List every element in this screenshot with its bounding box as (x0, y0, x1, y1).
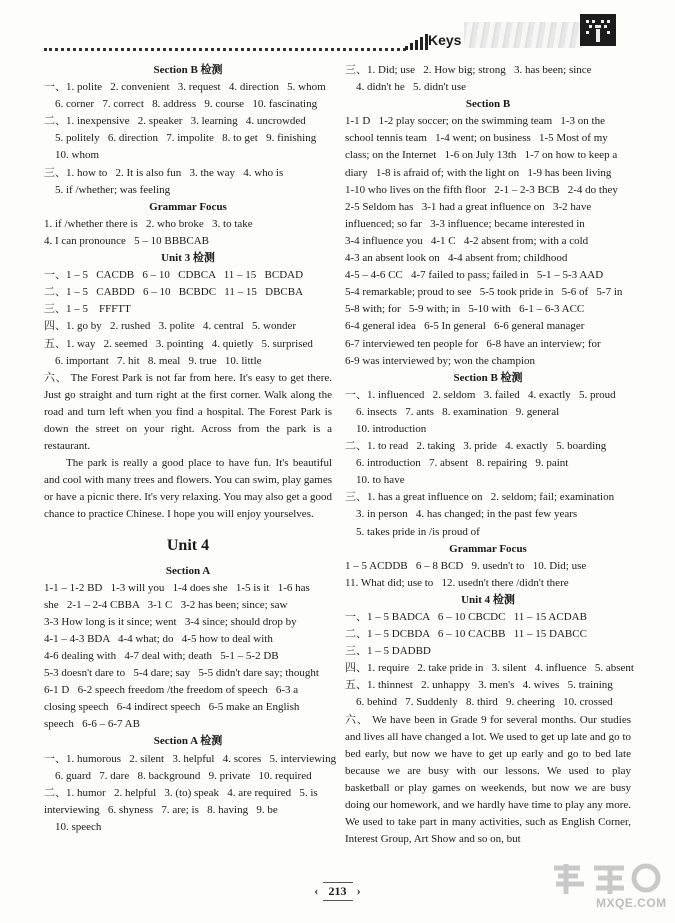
answer-line: school tennis team 1-4 went; on business 1-5 Most of my (345, 132, 608, 145)
right-column (345, 62, 634, 848)
answer-line: 五、1. way 2. seemed 3. pointing 4. quietly 5. surprised (44, 337, 313, 350)
section-heading: Unit 4 检测 (461, 593, 515, 606)
answer-line: 10. whom (44, 149, 99, 162)
answer-line: 4-6 dealing with 4-7 deal with; death 5-1 – 5-2 DB (44, 650, 279, 662)
answer-line: influenced; so far 3-3 influence; became interested in (345, 217, 585, 230)
answer-line: she 2-1 – 2-4 CBBA 3-1 C 3-2 has been; since; saw (44, 598, 288, 611)
section-heading: Section A (165, 564, 211, 577)
prev-arrow-icon: ‹ (314, 883, 319, 898)
section-heading: Section B 检测 (153, 64, 223, 76)
answer-line: 6-4 general idea 6-5 In general 6-6 general manager (345, 320, 585, 333)
answer-line: 一、1. polite 2. convenient 3. request 4. direction 5. whom (44, 81, 326, 94)
answer-line: 5-4 remarkable; proud to see 5-5 took pride in 5-6 of 5-7 in (345, 286, 623, 299)
answer-line: 10. to have (345, 474, 405, 487)
answer-line: 1 – 5 ACDDB 6 – 8 BCD 9. usedn't to 10. Did; use (345, 559, 587, 572)
answer-line: 6. important 7. hit 8. meal 9. true 10. little (44, 354, 262, 367)
section-heading: Section B 检测 (453, 371, 523, 384)
answer-line: 6. introduction 7. absent 8. repairing 9. paint (345, 457, 569, 470)
answer-line: 4-5 – 4-6 CC 4-7 failed to pass; failed in 5-1 – 5-3 AAD (345, 269, 604, 282)
answer-line: 10. introduction (345, 422, 427, 435)
answer-line: 五、1. thinnest 2. unhappy 3. men's 4. wives 5. training (345, 679, 613, 692)
essay-paragraph: 六、 The Forest Park is not far from here. It's easy to get there. Just go straight and turn right at the first corner. Walk along the road and turn left when you find a hospital. The Forest Park is down the street on your right. Across from the park is a restaurant. (44, 371, 332, 453)
section-heading: Section A 检测 (153, 735, 223, 748)
unit-title: Unit 4 (166, 536, 210, 554)
answer-line: 三、1. has a great influence on 2. seldom; fail; examination (345, 491, 615, 504)
essay-paragraph: 六、 We have been in Grade 9 for several months. Our studies and lives all have changed a lot. We used to get up late and go to bed early, but now we have to get up early and go to bed late because we are busy with our lessons. We used to play basketball or play games on weekends, but now we are busy doing our homework, and we hardly have time to play any more. We used to take part in many activities, such as English Corner, Interest Group, Art Show and so on, but (345, 713, 631, 846)
answer-line: 2-5 Seldom has 3-1 had a great influence on 3-2 have (345, 200, 592, 213)
essay-paragraph: The park is really a good place to have fun. It's beautiful and cool with many trees and flowers. You can swim, play games or have a picnic there. It's very relaxing. You may also get a good chance to practice Chinese. I hope you will enjoy yourselves. (44, 457, 332, 521)
answer-line: 6. guard 7. dare 8. background 9. private 10. required (44, 769, 312, 782)
page-number: 213 (323, 882, 353, 901)
watermark-text: MXQE.COM (596, 896, 667, 910)
answer-line: 二、1. humor 2. helpful 3. (to) speak 4. are required 5. is (44, 786, 318, 799)
answer-line: 6. insects 7. ants 8. examination 9. general (345, 405, 560, 418)
answer-line: 4-1 – 4-3 BDA 4-4 what; do 4-5 how to deal with (44, 632, 273, 645)
header-dotted-rule (44, 48, 406, 51)
header-logo-icon (580, 14, 616, 46)
answer-line: 5. politely 6. direction 7. impolite 8. to get 9. finishing (44, 132, 317, 145)
answer-line: 二、1 – 5 CABDD 6 – 10 BCBDC 11 – 15 DBCBA (44, 286, 304, 299)
answer-line: 1. if /whether there is 2. who broke 3. to take (44, 217, 253, 230)
answer-line: 6-9 was interviewed by; won the champion (345, 354, 536, 367)
answer-line: 6-1 D 6-2 speech freedom /the freedom of speech 6-3 a (44, 684, 299, 697)
answer-line: 四、1. require 2. take pride in 3. silent 4. influence 5. absent (345, 662, 634, 675)
answer-line: 5. if /whether; was feeling (44, 183, 171, 196)
answer-line: 三、1 – 5 FFFTT (44, 303, 131, 316)
answer-line: 二、1. inexpensive 2. speaker 3. learning 4. uncrowded (44, 115, 306, 128)
answer-line: 1-1 D 1-2 play soccer; on the swimming team 1-3 on the (345, 115, 605, 128)
answer-line: 二、1 – 5 DCBDA 6 – 10 CACBB 11 – 15 DABCC (345, 628, 587, 641)
header-bars-icon (405, 34, 428, 50)
answer-line: 6-7 interviewed ten people for 6-8 have an interview; for (345, 337, 601, 350)
answer-line: 三、1 – 5 DADBD (345, 645, 431, 658)
answer-line: 一、1. humorous 2. silent 3. helpful 4. scores 5. interviewing (44, 752, 337, 765)
answer-line: 三、1. Did; use 2. How big; strong 3. has been; since (345, 64, 592, 76)
left-column (44, 62, 337, 836)
header-title: Keys (428, 32, 462, 48)
answer-line: 4. didn't he 5. didn't use (345, 81, 466, 94)
answer-line: 三、1. how to 2. It is also fun 3. the way 4. who is (44, 166, 284, 179)
answer-line: 11. What did; use to 12. usedn't there /didn't there (345, 576, 569, 589)
answer-line: 1-10 who lives on the fifth floor 2-1 – 2-3 BCB 2-4 do they (345, 183, 618, 196)
answer-line: 1-1 – 1-2 BD 1-3 will you 1-4 does she 1-5 is it 1-6 has (44, 581, 310, 594)
answer-line: 4-3 an absent look on 4-4 absent from; childhood (345, 252, 568, 265)
answer-line: 5. takes pride in /is proud of (345, 525, 480, 538)
answer-line: 6. corner 7. correct 8. address 9. course 10. fascinating (44, 98, 318, 111)
answer-line: speech 6-6 – 6-7 AB (44, 718, 140, 731)
header-decoration (464, 22, 582, 48)
answer-line: 二、1. to read 2. taking 3. pride 4. exactly 5. boarding (345, 440, 607, 453)
answer-line: diary 1-8 is afraid of; with the light on 1-9 has been living (345, 166, 612, 179)
answer-line: closing speech 6-4 indirect speech 6-5 make an English (44, 701, 300, 714)
answer-line: 一、1. influenced 2. seldom 3. failed 4. exactly 5. proud (345, 388, 616, 401)
answer-line: 4. I can pronounce 5 – 10 BBBCAB (44, 234, 209, 247)
answer-line: 5-8 with; for 5-9 with; in 5-10 with 6-1 – 6-3 ACC (345, 303, 585, 316)
answer-line: 10. speech (44, 820, 102, 833)
answer-line: 3. in person 4. has changed; in the past few years (345, 508, 578, 521)
answer-line: 一、1 – 5 CACDB 6 – 10 CDBCA 11 – 15 BCDAD (44, 269, 304, 282)
section-heading: Unit 3 检测 (161, 252, 215, 265)
page-header (0, 0, 675, 58)
answer-line: 一、1 – 5 BADCA 6 – 10 CBCDC 11 – 15 ACDAB (345, 611, 587, 623)
answer-line: 四、1. go by 2. rushed 3. polite 4. central 5. wonder (44, 320, 297, 333)
answer-line: 6. behind 7. Suddenly 8. third 9. cheering 10. crossed (345, 696, 613, 709)
section-heading: Grammar Focus (149, 200, 227, 213)
answer-line: interviewing 6. shyness 7. are; is 8. having 9. be (44, 803, 278, 816)
answer-line: 3-3 How long is it since; went 3-4 since; should drop by (44, 615, 297, 628)
answer-line: 3-4 influence you 4-1 C 4-2 absent from; with a cold (345, 234, 589, 247)
answer-line: 5-3 doesn't dare to 5-4 dare; say 5-5 didn't dare say; thought (44, 667, 319, 680)
answer-line: class; on the Internet 1-6 on July 13th 1-7 on how to keep a (345, 149, 618, 162)
watermark-logo (548, 860, 670, 918)
section-heading: Section B (465, 98, 511, 111)
next-arrow-icon: › (356, 883, 361, 898)
section-heading: Grammar Focus (449, 542, 527, 555)
